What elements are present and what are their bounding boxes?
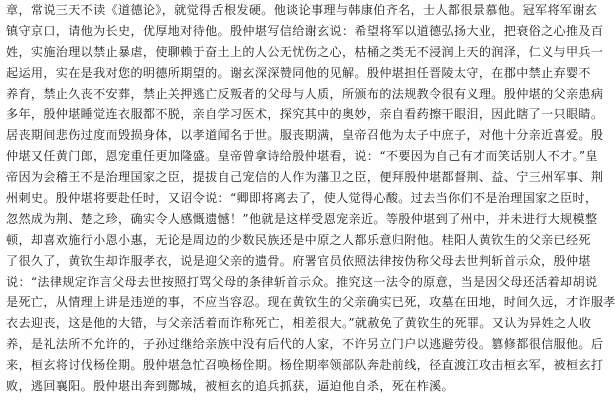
text-line: 养育，禁止久丧不安葬，禁止关押逃亡反叛者的父母与人质，所颁布的法规教令很有义理。殷仲堪的父亲患病 [6, 86, 604, 101]
text-line: 章，常说三天不读《道德论》，就觉得舌根发硬。他谈论事理与韩康伯齐名，士人都很景慕他。冠军将军谢玄 [6, 3, 598, 17]
text-line: 州刺史。殷仲堪将要赴任时，又诏令说：“卿即将离去了，使人觉得心酸。过去当你们不是治理国家之臣时， [6, 191, 598, 206]
text-line: 衣去迎丧，这是他的大错，与父亲活着而诈称死亡，相差很大。”就赦免了黄钦生的死罪。又认为异姓之人收 [6, 316, 592, 331]
text-line: 多年，殷仲堪睡觉连衣服都不脱，亲自学习医术，探究其中的奥妙，亲自看药擦干眼泪，因此瞎了一只眼睛。 [6, 107, 604, 122]
text-line: 忽然成为荆、楚之珍，确实令人感慨遗憾！”他就是这样受恩宠亲近。等殷仲堪到了州中，并未进行大规模整 [6, 211, 598, 226]
text-line: 居丧期间悲伤过度而毁损身体，以孝道闻名于世。服丧期满，皇帝召他为太子中庶子，对他十分亲近喜爱。殷 [6, 128, 604, 143]
text-line: 是死亡，从情理上讲是违逆的事，不应当容忍。现在黄钦生的父亲确实已死，攻墓在田地，时间久远，才诈服孝 [6, 295, 616, 310]
text-line: 帝因为会稽王不是治理国家之臣，提拔自己宠信的人作为藩卫之臣，便拜殷仲堪都督荆、益、宁三州军事、荆 [6, 170, 604, 185]
text-line: 顿，却喜欢施行小恩小惠，无论是周边的少数民族还是中原之人都乐意归附他。桂阳人黄钦生的父亲已经死 [6, 232, 591, 247]
text-line: 了很久了，黄钦生却诈服孝衣，说是迎父亲的遗骨。府署官员依照法律按伪称父母去世判斩首示众，殷仲堪 [6, 253, 591, 268]
text-line: 姓，实施治理以禁止暴虐，使聊赖于奋土上的人公无忧伤之心，枯桶之类无不浸润上天的润泽，仁义与甲兵一 [6, 44, 604, 59]
text-line: 起运用，实在是我对您的明德所期望的。谢玄深深赞同他的见解。殷仲堪担任晋陵太守，在郡中禁止弃婴不 [6, 65, 591, 80]
text-line: 来，桓玄将讨伐杨佺期。殷仲堪急忙召唤杨佺期。杨佺期率领部队奔赴前线，径直渡江攻击桓玄军，被桓玄打 [6, 358, 604, 373]
text-line: 败，逃回襄阳。殷仲堪出奔到酂城，被桓玄的追兵抓获，逼迫他自杀，死在柞溪。 [6, 379, 454, 394]
text-line: 说：“法律规定诈言父母去世按照打骂父母的条律斩首示众。推究这一法令的原意，当是因父母还活着却胡说 [6, 274, 598, 289]
text-line: 镇守京口，请他为长史，优厚地对待他。殷仲堪写信给谢玄说：希望将军以道德弘扬大业，把衰俗之心推及百 [6, 23, 604, 38]
text-line: 仲堪又任黄门郎，恩宠重任更加隆盛。皇帝曾拿诗给殷仲堪看，说：“不要因为自己有才而笑话别人不才。”皇 [6, 149, 598, 164]
text-line: 养，是礼法所不允许的，子孙过继给亲族中没有后代的人家，不许另立门户以逃避劳役。篡修都很信服他。后 [6, 337, 604, 352]
